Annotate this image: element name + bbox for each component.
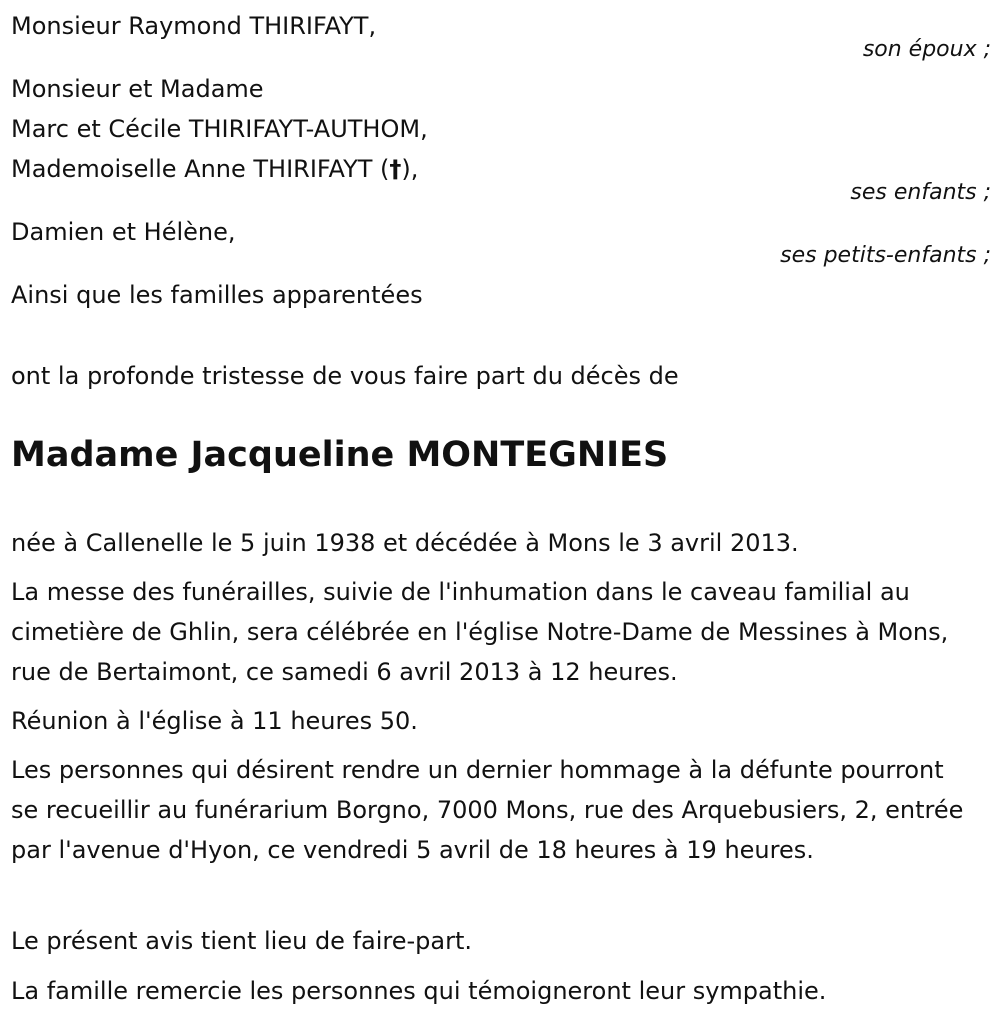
deceased-name: Madame Jacqueline MONTEGNIES <box>11 435 669 475</box>
children-line-3-prefix: Mademoiselle Anne THIRIFAYT ( <box>11 155 390 183</box>
children-role: ses enfants ; <box>850 180 991 205</box>
spouse-name: Monsieur Raymond THIRIFAYT, <box>11 12 377 40</box>
cross-icon: † <box>389 155 402 183</box>
spouse-role: son époux ; <box>862 37 991 62</box>
grandchildren-names: Damien et Hélène, <box>11 218 236 246</box>
thanks-line: La famille remercie les personnes qui témoigneront leur sympathie. <box>11 977 827 1005</box>
relatives-line: Ainsi que les familles apparentées <box>11 281 423 309</box>
birth-death-dates: née à Callenelle le 5 juin 1938 et décédée à Mons le 3 avril 2013. <box>11 529 799 557</box>
grandchildren-role: ses petits-enfants ; <box>780 243 991 268</box>
church-meeting: Réunion à l'église à 11 heures 50. <box>11 707 418 735</box>
children-line-3-suffix: ), <box>401 155 419 183</box>
funeral-details: La messe des funérailles, suivie de l'inhumation dans le caveau familial au cimetière de Ghlin, sera célébrée en l'église Notre-Dame de Messines à Mons, rue de Bertaimont, ce samedi 6 avril 2013 à 12 heures. <box>11 578 949 686</box>
children-line-1: Monsieur et Madame <box>11 75 264 103</box>
children-line-3 <box>11 149 418 189</box>
visitation-details: Les personnes qui désirent rendre un dernier hommage à la défunte pourront se recueillir au funérarium Borgno, 7000 Mons, rue des Arquebusiers, 2, entrée par l'avenue d'Hyon, ce vendredi 5 avril de 18 heures à 19 heures. <box>11 756 964 864</box>
announcement-intro: ont la profonde tristesse de vous faire part du décès de <box>11 362 679 390</box>
notice-line: Le présent avis tient lieu de faire-part. <box>11 927 473 955</box>
children-line-2: Marc et Cécile THIRIFAYT-AUTHOM, <box>11 115 428 143</box>
